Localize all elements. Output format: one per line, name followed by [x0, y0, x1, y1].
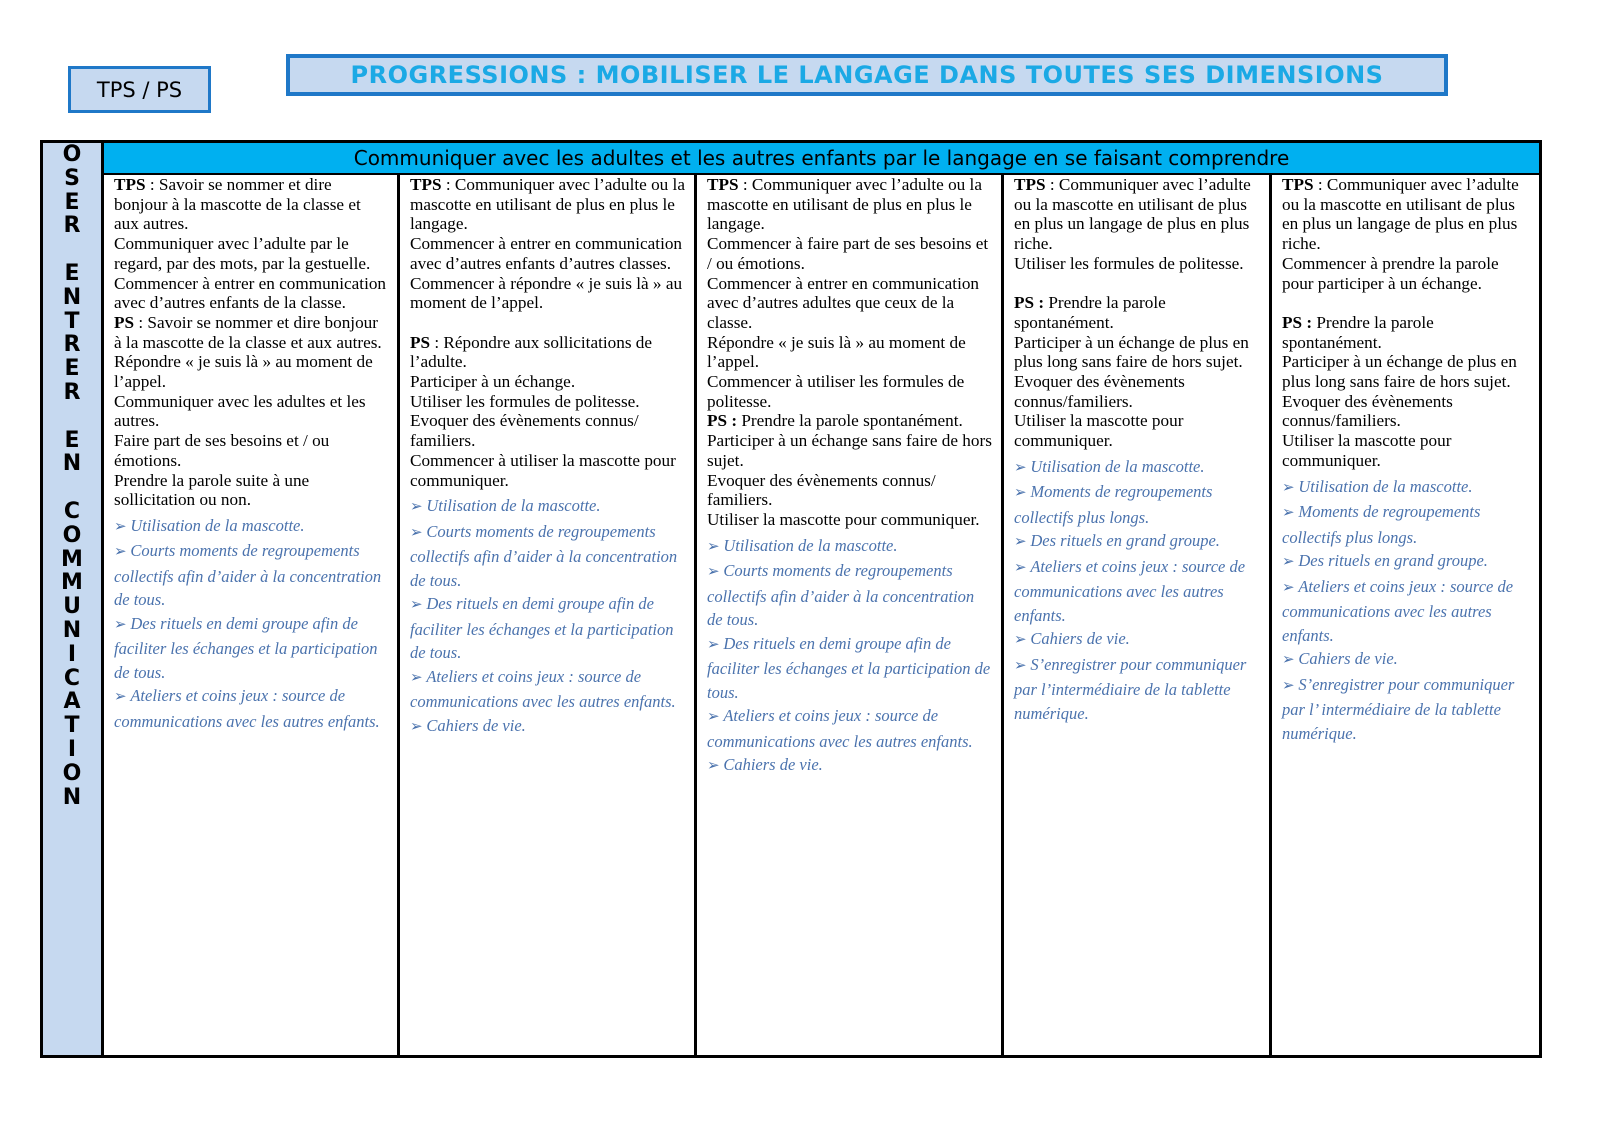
objective-line: Commencer à faire part de ses besoins et / ou émotions.	[707, 234, 989, 273]
activity-item: ➢ Cahiers de vie.	[1282, 647, 1531, 673]
level-label: TPS	[410, 175, 442, 194]
activity-item: ➢ Ateliers et coins jeux : source de communications avec les autres enfants.	[410, 665, 686, 714]
activity-item: ➢ Cahiers de vie.	[410, 714, 686, 740]
activity-item: ➢ Des rituels en grand groupe.	[1014, 529, 1261, 555]
side-label-letter: A	[63, 689, 81, 715]
period-column	[104, 175, 400, 1055]
activity-item: ➢ Courts moments de regroupements collectifs afin d’aider à la concentration de tous.	[410, 520, 686, 593]
objective-text	[410, 274, 686, 313]
objective-line: Utiliser la mascotte pour communiquer.	[1282, 431, 1452, 470]
competence-band: Communiquer avec les adultes et les autres enfants par le langage en se faisant comprendre	[104, 143, 1539, 175]
side-label-letter: O	[62, 142, 82, 167]
objective-text	[1014, 411, 1261, 450]
side-label-letter: M	[61, 546, 83, 572]
activity-item: ➢ Ateliers et coins jeux : source de communications avec les autres enfants.	[707, 704, 993, 753]
objective-line: Participer à un échange de plus en plus long sans faire de hors sujet.	[1014, 332, 1249, 372]
activity-item: ➢ Cahiers de vie.	[707, 753, 993, 779]
objective-text	[114, 234, 389, 273]
objective-text	[1014, 372, 1261, 411]
side-label-letter	[68, 405, 76, 429]
objective-line: Commencer à utiliser les formules de politesse.	[707, 372, 965, 411]
objective-line: Evoquer des évènements connus/ familiers.	[410, 411, 639, 451]
side-label-letter: T	[64, 713, 80, 739]
objective-line: Participer à un échange sans faire de hors sujet.	[707, 431, 992, 470]
objective-text	[410, 411, 686, 450]
objective-text	[114, 313, 389, 352]
objective-text	[410, 333, 686, 372]
level-label: TPS	[114, 175, 146, 194]
objective-text	[1282, 392, 1531, 431]
side-label-letter: N	[62, 784, 82, 810]
spacer	[1282, 293, 1531, 313]
progression-table	[40, 140, 1542, 1058]
objective-line: : Communiquer avec l’adulte ou la mascotte en utilisant de plus en plus le langage.	[410, 175, 685, 234]
objective-line: Communiquer avec l’adulte par le regard, par des mots, par la gestuelle.	[114, 234, 371, 273]
objective-text	[1014, 293, 1261, 332]
period-column	[1272, 175, 1539, 1055]
objective-text	[114, 431, 389, 470]
objective-line: Utiliser les formules de politesse.	[1014, 253, 1244, 273]
activities-list	[1282, 475, 1531, 746]
activity-item: ➢ Des rituels en demi groupe afin de faciliter les échanges et la participation de tous.	[707, 632, 993, 705]
objective-line: Commencer à utiliser la mascotte pour communiquer.	[410, 450, 676, 490]
activity-item: ➢ S’enregistrer pour communiquer par l’intermédiaire de la tablette numérique.	[1014, 653, 1261, 726]
objective-line: : Savoir se nommer et dire bonjour à la mascotte de la classe et aux autres.	[114, 312, 382, 352]
objective-text	[707, 510, 993, 530]
side-label-letter: R	[63, 332, 81, 358]
objective-line: Utiliser la mascotte pour communiquer.	[707, 509, 980, 529]
objective-line: Répondre « je suis là » au moment de l’appel.	[114, 352, 373, 392]
activity-item: ➢ Moments de regroupements collectifs plus longs.	[1014, 480, 1261, 529]
activity-item: ➢ Utilisation de la mascotte.	[1014, 455, 1261, 481]
side-label-letter: E	[64, 189, 80, 215]
objective-line: Evoquer des évènements connus/familiers.	[1282, 391, 1453, 431]
side-label-letter: N	[62, 617, 82, 643]
objective-line: Faire part de ses besoins et / ou émotions.	[114, 431, 330, 470]
objective-text	[410, 234, 686, 273]
objective-text	[410, 451, 686, 490]
activity-item: ➢ Des rituels en demi groupe afin de faciliter les échanges et la participation de tous.	[114, 612, 389, 685]
activity-item: ➢ S’enregistrer pour communiquer par l’ intermédiaire de la tablette numérique.	[1282, 673, 1531, 746]
objective-line: Répondre « je suis là » au moment de l’appel.	[707, 332, 966, 372]
side-label-letter: C	[63, 665, 81, 691]
objective-text	[707, 431, 993, 470]
objective-text	[410, 372, 686, 392]
objective-line: : Savoir se nommer et dire bonjour à la mascotte de la classe et aux autres.	[114, 175, 361, 234]
side-label-letter: M	[61, 570, 83, 596]
activity-item: ➢ Utilisation de la mascotte.	[707, 534, 993, 560]
side-label	[43, 143, 104, 1055]
side-label-letter: E	[64, 260, 80, 286]
activity-item: ➢ Des rituels en demi groupe afin de faciliter les échanges et la participation de tous.	[410, 592, 686, 665]
objective-line: Commencer à répondre « je suis là » au moment de l’appel.	[410, 273, 683, 313]
activity-item: ➢ Des rituels en grand groupe.	[1282, 549, 1531, 575]
objective-text	[707, 333, 993, 372]
period-column	[1004, 175, 1272, 1055]
side-label-letter: N	[62, 451, 82, 477]
objective-line: Communiquer avec les adultes et les autres.	[114, 391, 366, 431]
side-label-letter: O	[62, 760, 82, 786]
level-badge: TPS / PS	[68, 66, 211, 113]
objective-text	[114, 175, 389, 234]
activity-item: ➢ Cahiers de vie.	[1014, 627, 1261, 653]
objective-line: Prendre la parole suite à une sollicitation ou non.	[114, 470, 310, 510]
objective-text	[410, 175, 686, 234]
side-label-letter: S	[64, 165, 80, 191]
side-label-letter: U	[63, 594, 81, 620]
spacer	[1014, 274, 1261, 294]
activity-item: ➢ Utilisation de la mascotte.	[114, 514, 389, 540]
activity-item: ➢ Courts moments de regroupements collectifs afin d’aider à la concentration de tous.	[707, 559, 993, 632]
level-label: PS :	[707, 411, 738, 431]
side-label-letter: E	[64, 356, 80, 382]
objective-line: : Communiquer avec l’adulte ou la mascotte en utilisant de plus en plus un langage de plus en plus riche.	[1282, 175, 1519, 254]
side-label-letter: N	[62, 284, 82, 310]
objective-text	[114, 471, 389, 510]
side-label-letter	[68, 238, 76, 262]
spacer	[410, 313, 686, 333]
objective-text	[410, 392, 686, 412]
side-label-letter: R	[63, 379, 81, 405]
objective-line: Utiliser la mascotte pour communiquer.	[1014, 411, 1184, 451]
objective-text	[1014, 333, 1261, 372]
objective-line: Commencer à entrer en communication avec d’autres enfants d’autres classes.	[410, 234, 683, 273]
activities-list	[410, 494, 686, 739]
objective-line: Utiliser les formules de politesse.	[410, 391, 640, 411]
objective-line: : Communiquer avec l’adulte ou la mascotte en utilisant de plus en plus un langage de plus en plus riche.	[1014, 175, 1251, 254]
activities-list	[114, 514, 389, 734]
objective-text	[707, 411, 993, 431]
objective-line: Participer à un échange de plus en plus long sans faire de hors sujet.	[1282, 352, 1517, 392]
objective-text	[1282, 313, 1531, 352]
activities-list	[1014, 455, 1261, 726]
objective-line: : Communiquer avec l’adulte ou la mascotte en utilisant de plus en plus le langage.	[707, 175, 982, 234]
objective-text	[707, 372, 993, 411]
objective-line: Commencer à prendre la parole pour participer à un échange.	[1282, 253, 1499, 293]
objective-text	[1282, 431, 1531, 470]
period-column	[400, 175, 697, 1055]
level-label: PS :	[1282, 312, 1313, 332]
objective-text	[1282, 175, 1531, 254]
activity-item: ➢ Ateliers et coins jeux : source de communications avec les autres enfants.	[114, 684, 389, 733]
level-label: TPS	[707, 175, 739, 194]
objective-text	[707, 274, 993, 333]
activity-item: ➢ Moments de regroupements collectifs plus longs.	[1282, 500, 1531, 549]
objective-text	[1014, 175, 1261, 254]
objective-text	[707, 471, 993, 510]
objective-line: Commencer à entrer en communication avec d’autres enfants de la classe.	[114, 273, 387, 313]
objective-text	[707, 234, 993, 273]
activity-item: ➢ Ateliers et coins jeux : source de communications avec les autres enfants.	[1282, 575, 1531, 648]
objective-line: : Répondre aux sollicitations de l’adulte.	[410, 332, 653, 372]
objective-text	[707, 175, 993, 234]
objective-text	[1014, 254, 1261, 274]
side-label-letter: C	[63, 498, 81, 524]
level-label: TPS	[1282, 175, 1314, 194]
objective-line: Evoquer des évènements connus/ familiers.	[707, 470, 936, 510]
side-label-letter: E	[64, 427, 80, 453]
activity-item: ➢ Ateliers et coins jeux : source de communications avec les autres enfants.	[1014, 555, 1261, 628]
side-label-letter: O	[62, 522, 82, 548]
level-label: PS :	[1014, 293, 1045, 313]
level-label: PS	[114, 312, 135, 332]
level-label: TPS	[1014, 175, 1046, 194]
objective-line: Prendre la parole spontanément.	[1014, 293, 1166, 332]
activity-item: ➢ Utilisation de la mascotte.	[1282, 475, 1531, 501]
side-label-letter: R	[63, 213, 81, 239]
objective-text	[114, 392, 389, 431]
page-title: PROGRESSIONS : MOBILISER LE LANGAGE DANS TOUTES SES DIMENSIONS	[286, 54, 1448, 96]
activities-list	[707, 534, 993, 779]
side-label-letter: T	[64, 308, 80, 334]
side-label-letter: I	[67, 641, 77, 667]
side-label-letter	[68, 476, 76, 500]
activity-item: ➢ Utilisation de la mascotte.	[410, 494, 686, 520]
side-label-letter: I	[67, 736, 77, 762]
level-label: PS	[410, 332, 431, 352]
objective-text	[1282, 352, 1531, 391]
objective-text	[114, 274, 389, 313]
objective-line: Participer à un échange.	[410, 372, 576, 392]
objective-text	[1282, 254, 1531, 293]
objective-line: Prendre la parole spontanément.	[1282, 312, 1434, 352]
period-column	[697, 175, 1004, 1055]
objective-text	[114, 352, 389, 391]
objective-line: Evoquer des évènements connus/familiers.	[1014, 372, 1185, 411]
objective-line: Prendre la parole spontanément.	[737, 411, 963, 431]
objective-line: Commencer à entrer en communication avec d’autres adultes que ceux de la classe.	[707, 273, 980, 332]
activity-item: ➢ Courts moments de regroupements collectifs afin d’aider à la concentration de tous.	[114, 539, 389, 612]
